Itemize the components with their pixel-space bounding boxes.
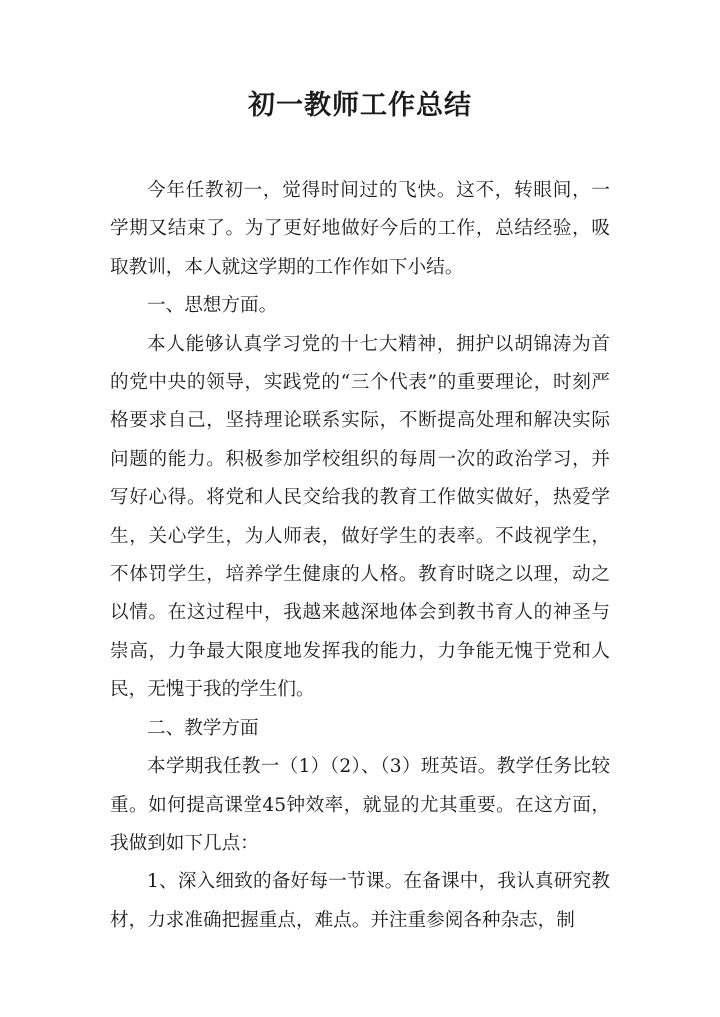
document-body [110,172,610,940]
paragraph-lesson-prep: 1、深入细致的备好每一节课。在备课中，我认真研究教材，力求准确把握重点，难点。并注重参阅各种杂志，制 [110,871,610,931]
paragraph-teaching: 本学期我任教一（1）（2）、（3）班英语。教学任务比较重。如何提高课堂45钟效率，就显的尤其重要。在这方面，我做到如下几点： [110,756,610,854]
section-heading-thought: 一、思想方面。 [147,295,278,317]
document-title: 初一教师工作总结 [248,90,472,121]
paragraph-thought: 本人能够认真学习党的十七大精神，拥护以胡锦涛为首的党中央的领导，实践党的“三个代表”的重要理论，时刻严格要求自己，坚持理论联系实际，不断提高处理和解决实际问题的能力。积极参加学校组织的每周一次的政治学习，并写好心得。将党和人民交给我的教育工作做实做好，热爱学生，关心学生，为人师表，做好学生的表率。不歧视学生，不体罚学生，培养学生健康的人格。教育时晓之以理，动之以情。在这过程中，我越来越深地体会到教书育人的神圣与崇高，力争最大限度地发挥我的能力，力争能无愧于党和人民，无愧于我的学生们。 [110,333,610,701]
section-heading-teaching: 二、教学方面 [147,717,259,739]
paragraph-intro: 今年任教初一，觉得时间过的飞快。这不，转眼间，一学期又结束了。为了更好地做好今后的工作，总结经验，吸取教训，本人就这学期的工作作如下小结。 [110,180,610,278]
